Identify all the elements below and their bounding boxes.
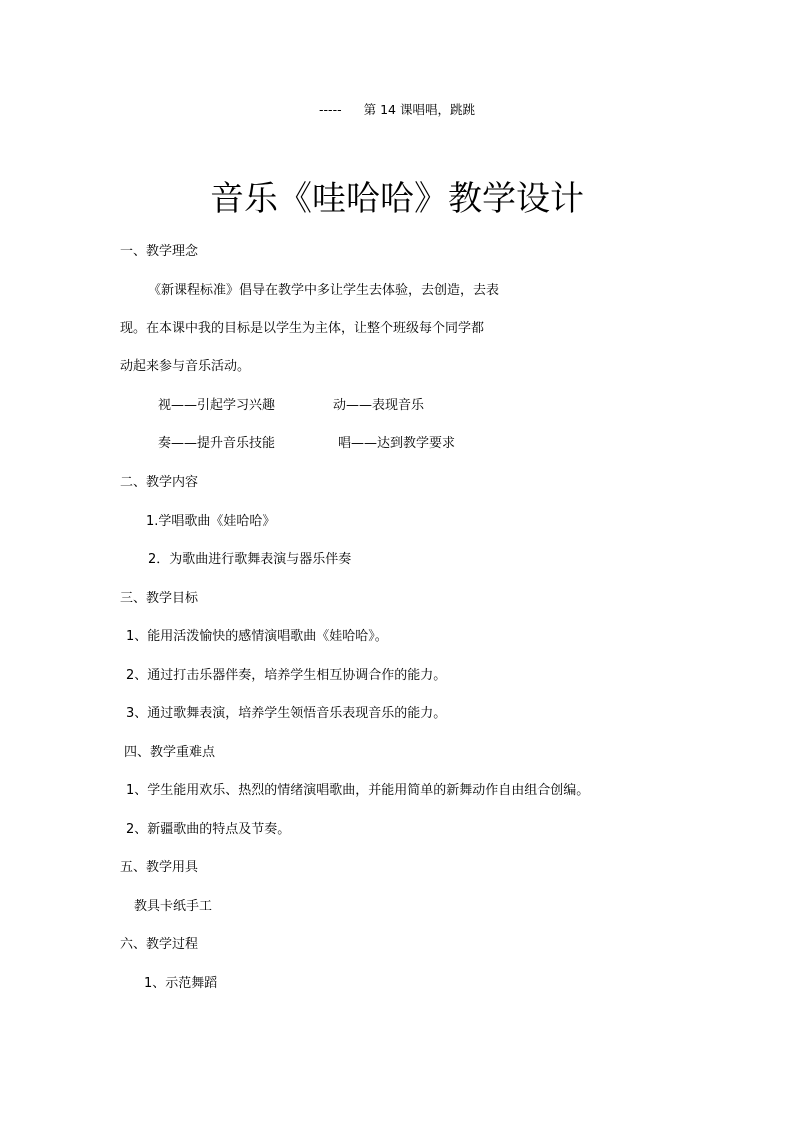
concept-item: 唱——达到教学要求 bbox=[338, 436, 456, 451]
goal-item-1: 1、能用活泼愉快的感情演唱歌曲《娃哈哈》。 bbox=[126, 629, 388, 644]
process-item-1: 1、示范舞蹈 bbox=[144, 976, 218, 991]
paragraph-line-1: 《新课程标准》倡导在教学中多让学生去体验，去创造，去表 bbox=[148, 283, 500, 298]
tools-item: 教具卡纸手工 bbox=[134, 899, 213, 914]
content-item-2: 2．为歌曲进行歌舞表演与器乐伴奏 bbox=[148, 552, 352, 567]
paragraph-line-2: 现。在本课中我的目标是以学生为主体，让整个班级每个同学都 bbox=[120, 321, 485, 336]
concept-row-2 bbox=[158, 436, 455, 452]
content-item-1: 1.学唱歌曲《娃哈哈》 bbox=[146, 514, 276, 529]
section-heading-6: 六、教学过程 bbox=[120, 937, 199, 952]
key-point-item-1: 1、学生能用欢乐、热烈的情绪演唱歌曲，并能用简单的新舞动作自由组合创编。 bbox=[126, 783, 590, 798]
header-dashes: ----- bbox=[319, 102, 342, 117]
concept-item: 动——表现音乐 bbox=[333, 398, 425, 413]
section-heading-2: 二、教学内容 bbox=[120, 475, 199, 490]
section-heading-5: 五、教学用具 bbox=[120, 860, 199, 875]
document-title: 音乐《哇哈哈》教学设计 bbox=[210, 179, 584, 219]
section-heading-1: 一、教学理念 bbox=[120, 244, 199, 259]
section-heading-3: 三、教学目标 bbox=[120, 591, 199, 606]
concept-item: 奏——提升音乐技能 bbox=[158, 436, 276, 451]
concept-item: 视——引起学习兴趣 bbox=[158, 398, 276, 413]
concept-row-1 bbox=[158, 398, 424, 414]
header-text: 第 14 课唱唱，跳跳 bbox=[363, 102, 475, 117]
paragraph-line-3: 动起来参与音乐活动。 bbox=[120, 359, 251, 374]
goal-item-2: 2、通过打击乐器伴奏，培养学生相互协调合作的能力。 bbox=[126, 668, 447, 683]
section-heading-4: 四、教学重难点 bbox=[124, 745, 216, 760]
page-header bbox=[0, 102, 794, 118]
goal-item-3: 3、通过歌舞表演，培养学生领悟音乐表现音乐的能力。 bbox=[126, 706, 447, 721]
key-point-item-2: 2、新疆歌曲的特点及节奏。 bbox=[126, 822, 291, 837]
